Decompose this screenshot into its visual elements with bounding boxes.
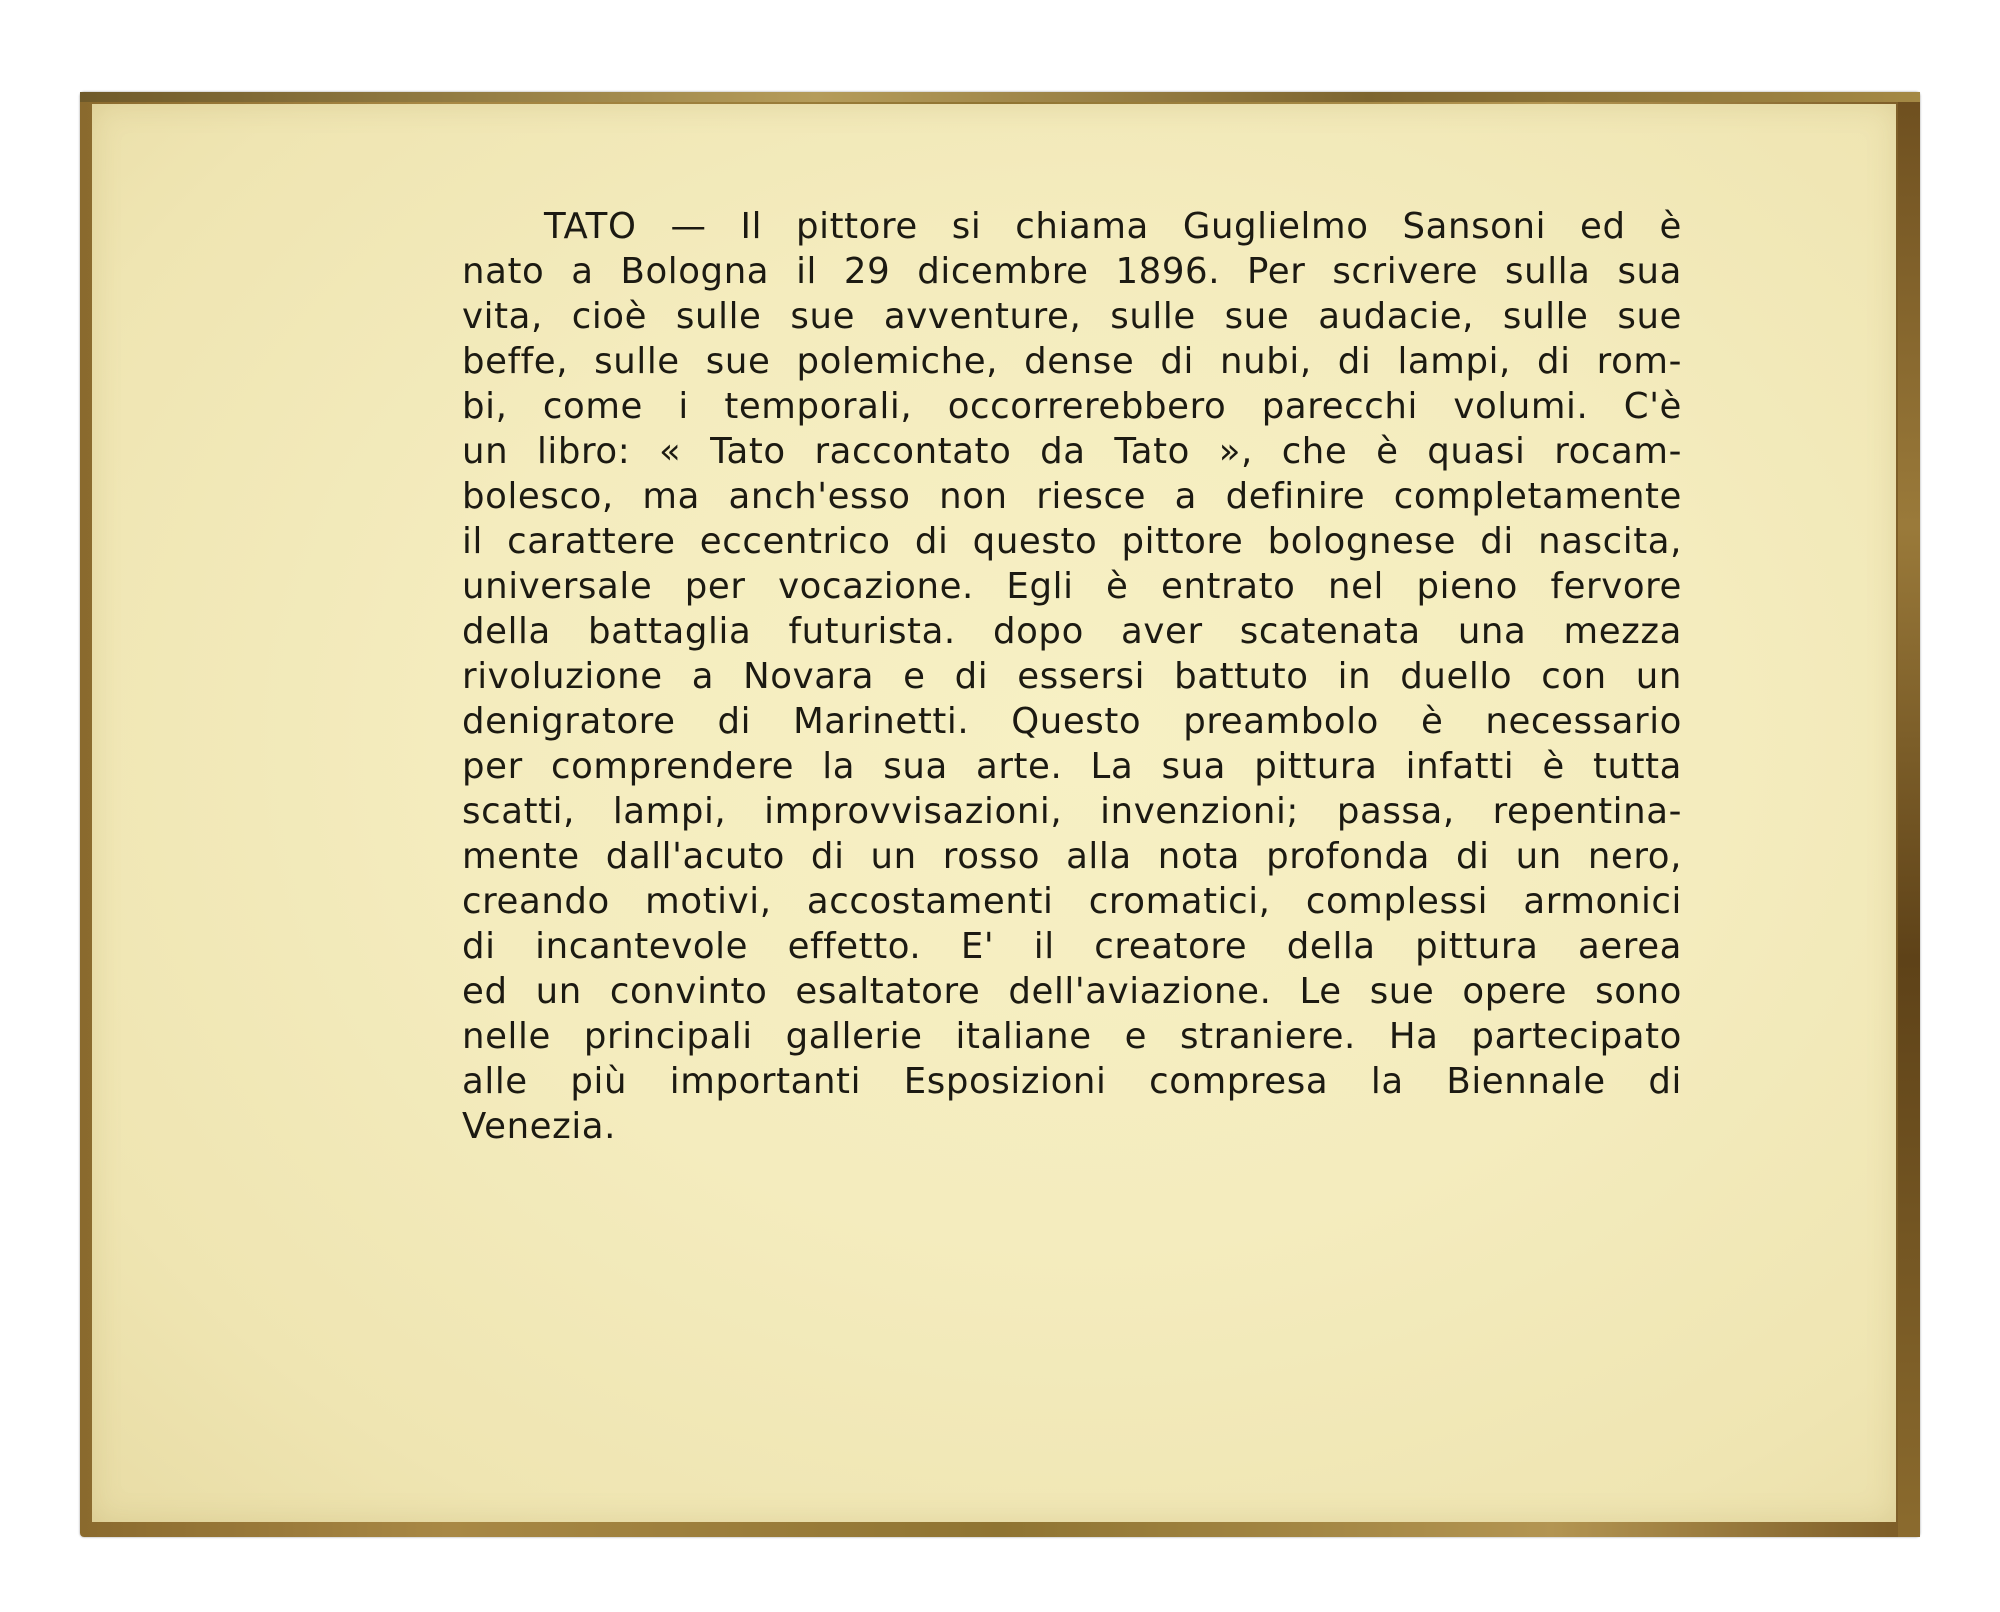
text-line: nelle principali gallerie italiane e straniere. Ha partecipato [462,1016,1682,1057]
text-line: TATO — Il pittore si chiama Guglielmo Sansoni ed è [544,206,1682,247]
text-line: ed un convinto esaltatore dell'aviazione. Le sue opere sono [462,971,1682,1012]
text-line: bi, come i temporali, occorrerebbero parecchi volumi. C'è [462,386,1682,427]
text-line: bolesco, ma anch'esso non riesce a definire completamente [462,476,1682,517]
text-line: beffe, sulle sue polemiche, dense di nubi, di lampi, di rom- [462,341,1682,382]
text-line: denigratore di Marinetti. Questo preambolo è necessario [462,701,1682,742]
biography-text [462,204,1682,1149]
text-line: scatti, lampi, improvvisazioni, invenzioni; passa, repentina- [462,791,1682,832]
text-line: vita, cioè sulle sue avventure, sulle sue audacie, sulle sue [462,296,1682,337]
text-line: Venezia. [462,1106,617,1147]
text-line: rivoluzione a Novara e di essersi battuto in duello con un [462,656,1682,697]
text-line: di incantevole effetto. E' il creatore della pittura aerea [462,926,1682,967]
text-line: il carattere eccentrico di questo pittore bolognese di nascita, [462,521,1682,562]
text-line: creando motivi, accostamenti cromatici, complessi armonici [462,881,1682,922]
text-line: alle più importanti Esposizioni compresa la Biennale di [462,1061,1682,1102]
text-line: universale per vocazione. Egli è entrato nel pieno fervore [462,566,1682,607]
text-line: per comprendere la sua arte. La sua pittura infatti è tutta [462,746,1682,787]
text-line: un libro: « Tato raccontato da Tato », che è quasi rocam- [462,431,1682,472]
text-line: nato a Bologna il 29 dicembre 1896. Per scrivere sulla sua [462,251,1682,292]
paper-card [92,104,1896,1522]
text-line: della battaglia futurista. dopo aver scatenata una mezza [462,611,1682,652]
text-line: mente dall'acuto di un rosso alla nota profonda di un nero, [462,836,1682,877]
